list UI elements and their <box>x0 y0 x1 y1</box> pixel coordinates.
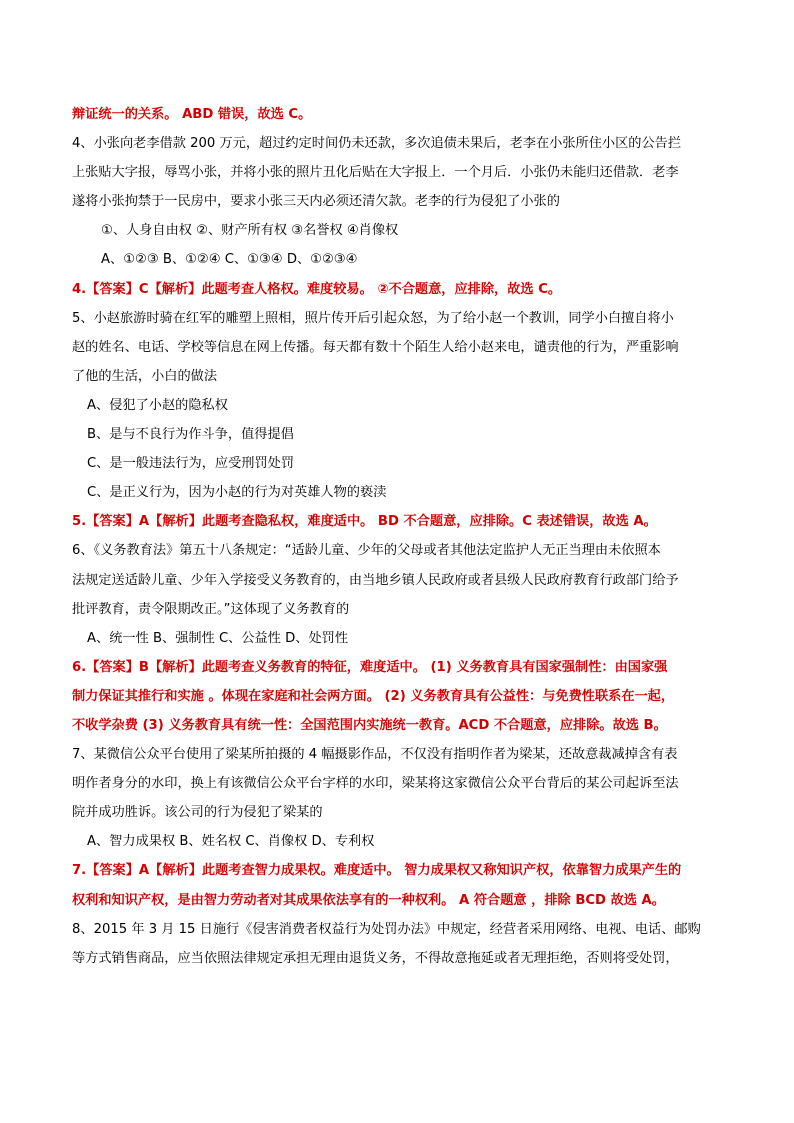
answer-5: 5.【答案】A【解析】此题考查隐私权，难度适中。 BD 不合题意，应排除。C 表述错误，故选 A。 <box>72 514 657 530</box>
question-5-text: 5、小赵旅游时骑在红军的雕塑上照相，照片传开后引起众怒，为了给小赵一个教训，同学小白擅自将小 <box>72 310 674 326</box>
question-4-text: 4、小张向老李借款 200 万元，超过约定时间仍未还款，多次追债未果后，老李在小张所住小区的公告拦 <box>72 136 682 152</box>
question-8-text: 等方式销售商品，应当依照法律规定承担无理由退货义务，不得故意拖延或者无理拒绝，否则将受处罚， <box>72 950 679 966</box>
answer-6: 制力保证其推行和实施 。体现在家庭和社会两方面。 (2) 义务教育具有公益性：与免费性联系在一起， <box>72 688 675 704</box>
answer-7: 7.【答案】A【解析】此题考查智力成果权。难度适中。 智力成果权又称知识产权，依靠智力成果产生的 <box>72 863 682 879</box>
question-6-text: 6、《义务教育法》第五十八条规定：“适龄儿童、少年的父母或者其他法定监护人无正当理由未依照本 <box>72 543 661 559</box>
answer-6: 6.【答案】B【解析】此题考查义务教育的特征，难度适中。 (1) 义务教育具有国家强制性：由国家强 <box>72 659 668 675</box>
answer-line: 辩证统一的关系。 ABD 错误，故选 C。 <box>72 107 312 122</box>
document-page <box>72 100 732 973</box>
question-7-text: 院并成功胜诉。该公司的行为侵犯了梁某的 <box>72 805 323 821</box>
question-5-option-a: A、侵犯了小赵的隐私权 <box>87 397 228 413</box>
answer-4: 4.【答案】C【解析】此题考查人格权。难度较易。 ②不合题意，应排除，故选 C。 <box>72 281 562 297</box>
question-4-items: ①、人身自由权 ②、财产所有权 ③名誉权 ④肖像权 <box>101 223 399 239</box>
question-5-text: 了他的生活，小白的做法 <box>72 368 218 384</box>
question-6-text: 法规定送适龄儿童、少年入学接受义务教育的，由当地乡镇人民政府或者县级人民政府教育行政部门给予 <box>72 572 679 588</box>
answer-7: 权利和知识产权，是由智力劳动者对其成果依法享有的一种权利。 A 符合题意 ，排除 BCD 故选 A。 <box>72 892 665 908</box>
question-7-options: A、智力成果权 B、姓名权 C、肖像权 D、专利权 <box>87 834 375 850</box>
question-5-text: 赵的姓名、电话、学校等信息在网上传播。每天都有数十个陌生人给小赵来电，谴责他的行为，严重影响 <box>72 339 679 355</box>
question-5-option-c: C、是一般违法行为，应受刑罚处罚 <box>87 456 295 472</box>
question-7-text: 7、某微信公众平台使用了梁某所拍摄的 4 幅摄影作品，不仅没有指明作者为梁某，还故意裁减掉含有表 <box>72 747 678 763</box>
question-8-text: 8、2015 年 3 月 15 日施行《侵害消费者权益行为处罚办法》中规定，经营者采用网络、电视、电话、邮购 <box>72 921 701 937</box>
question-6-text: 批评教育，责令限期改正。”这体现了义务教育的 <box>72 601 350 617</box>
question-6-options: A、统一性 B、强制性 C、公益性 D、处罚性 <box>87 630 349 646</box>
question-4-options: A、①②③ B、①②④ C、①③④ D、①②③④ <box>101 252 358 268</box>
answer-6: 不收学杂费 (3) 义务教育具有统一性：全国范围内实施统一教育。ACD 不合题意，应排除。故选 B。 <box>72 717 667 733</box>
question-5-option-d: C、是正义行为，因为小赵的行为对英雄人物的亵渎 <box>87 485 387 501</box>
question-7-text: 明作者身分的水印，换上有该微信公众平台字样的水印，梁某将这家微信公众平台背后的某公司起诉至法 <box>72 776 679 792</box>
question-4-text: 上张贴大字报，辱骂小张，并将小张的照片丑化后贴在大字报上．一个月后．小张仍未能归还借款．老李 <box>72 165 679 181</box>
question-5-option-b: B、是与不良行为作斗争，值得提倡 <box>87 427 294 443</box>
question-4-text: 遂将小张拘禁于一民房中，要求小张三天内必须还清欠款。老李的行为侵犯了小张的 <box>72 194 560 210</box>
